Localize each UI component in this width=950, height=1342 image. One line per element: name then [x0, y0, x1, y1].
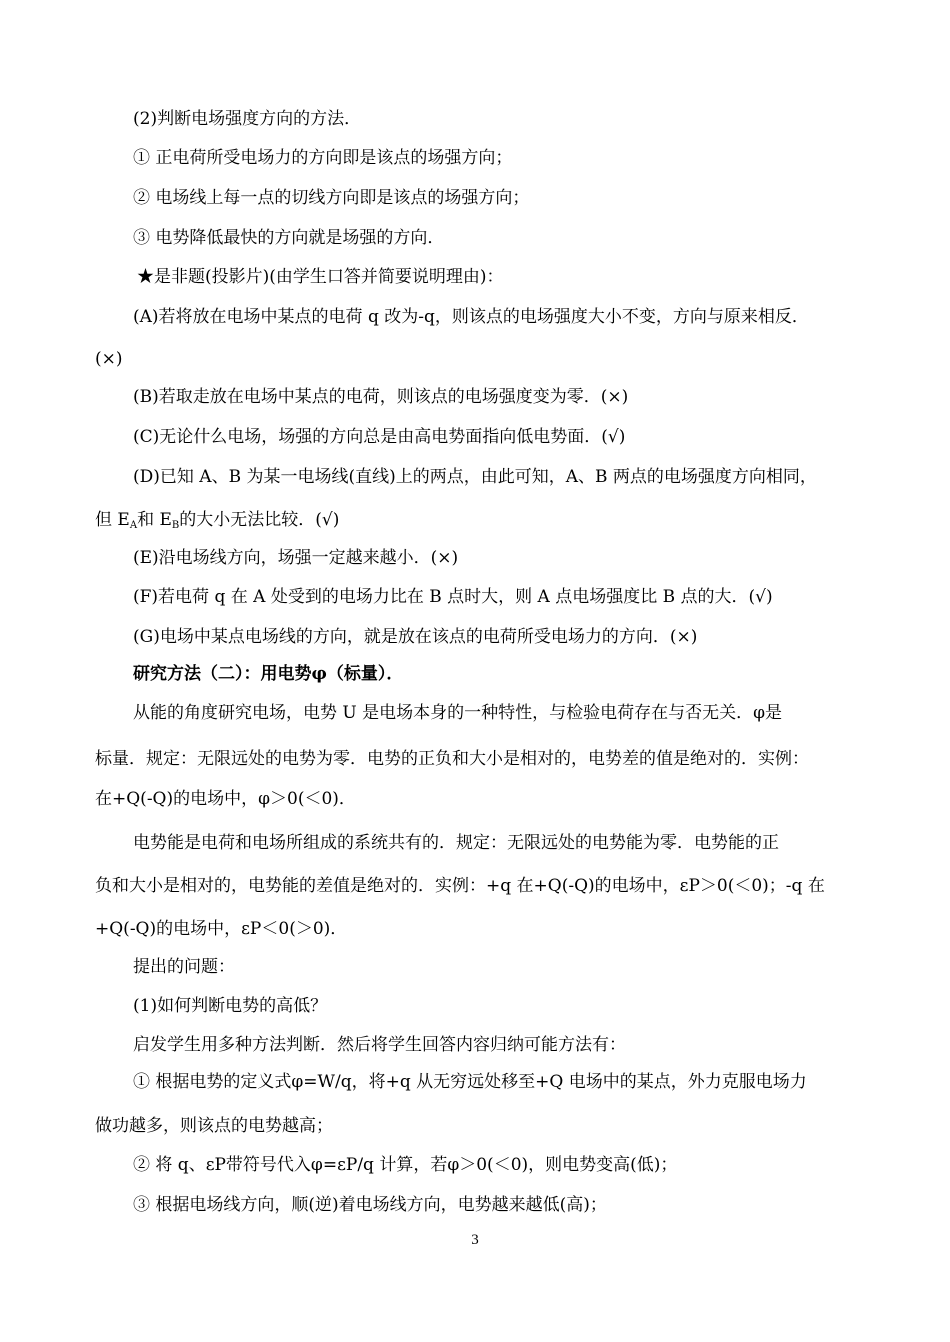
text-line: ③ 根据电场线方向，顺(逆)着电场线方向，电势越来越低(高)； — [133, 1195, 607, 1215]
text-segment: 的大小无法比较．(√) — [179, 510, 340, 530]
text-line: 在+Q(-Q)的电场中，φ＞0(＜0)． — [95, 789, 356, 809]
text-line: 电势能是电荷和电场所组成的系统共有的．规定：无限远处的电势能为零．电势能的正 — [133, 833, 779, 853]
text-line: (1)如何判断电势的高低？ — [133, 996, 328, 1016]
text-line: (×) — [95, 349, 123, 369]
text-line: 启发学生用多种方法判断．然后将学生回答内容归纳可能方法有： — [133, 1035, 626, 1055]
text-line: (C)无论什么电场，场强的方向总是由高电势面指向低电势面．(√) — [133, 427, 626, 447]
page-number: 3 — [471, 1232, 479, 1248]
text-line: 做功越多，则该点的电势越高； — [95, 1116, 333, 1136]
subscript: A — [129, 520, 138, 531]
subscript: B — [171, 520, 180, 531]
text-line: ① 正电荷所受电场力的方向即是该点的场强方向； — [133, 148, 513, 168]
text-segment: 但 E — [95, 510, 130, 530]
text-line: 标量．规定：无限远处的电势为零．电势的正负和大小是相对的，电势差的值是绝对的．实例： — [95, 749, 809, 769]
text-line: ① 根据电势的定义式φ=W/q，将+q 从无穷远处移至+Q 电场中的某点，外力克服电场力 — [133, 1072, 807, 1092]
text-line: 负和大小是相对的，电势能的差值是绝对的．实例：+q 在+Q(-Q)的电场中，εP＞0(＜0)；-q 在 — [95, 876, 825, 896]
text-line: +Q(-Q)的电场中，εP＜0(＞0)． — [95, 919, 348, 939]
section-heading: 研究方法（二）：用电势φ（标量）． — [133, 664, 404, 684]
text-line: (F)若电荷 q 在 A 处受到的电场力比在 B 点时大，则 A 点电场强度比 B 点的大．(√) — [133, 587, 773, 607]
text-line: ★是非题(投影片)(由学生口答并简要说明理由)： — [137, 267, 504, 287]
text-line: (B)若取走放在电场中某点的电荷，则该点的电场强度变为零．(×) — [133, 387, 629, 407]
text-line: (A)若将放在电场中某点的电荷 q 改为-q，则该点的电场强度大小不变，方向与原来相反． — [133, 307, 809, 327]
text-line: ② 将 q、εP带符号代入φ=εP/q 计算，若φ＞0(＜0)，则电势变高(低)； — [133, 1155, 678, 1175]
text-line: (E)沿电场线方向，场强一定越来越小．(×) — [133, 548, 459, 568]
text-line: (G)电场中某点电场线的方向，就是放在该点的电荷所受电场力的方向．(×) — [133, 627, 698, 647]
text-line: ② 电场线上每一点的切线方向即是该点的场强方向； — [133, 188, 530, 208]
text-line-d-continued — [95, 509, 339, 537]
text-line: (2)判断电场强度方向的方法． — [133, 109, 362, 129]
text-line: 提出的问题： — [133, 957, 235, 977]
text-segment: 和 E — [137, 510, 172, 530]
text-line: 从能的角度研究电场，电势 U 是电场本身的一种特性，与检验电荷存在与否无关．φ是 — [133, 703, 783, 723]
text-line: ③ 电势降低最快的方向就是场强的方向． — [133, 228, 445, 248]
text-line: (D)已知 A、B 为某一电场线(直线)上的两点，由此可知，A、B 两点的电场强度方向相同， — [133, 467, 817, 487]
